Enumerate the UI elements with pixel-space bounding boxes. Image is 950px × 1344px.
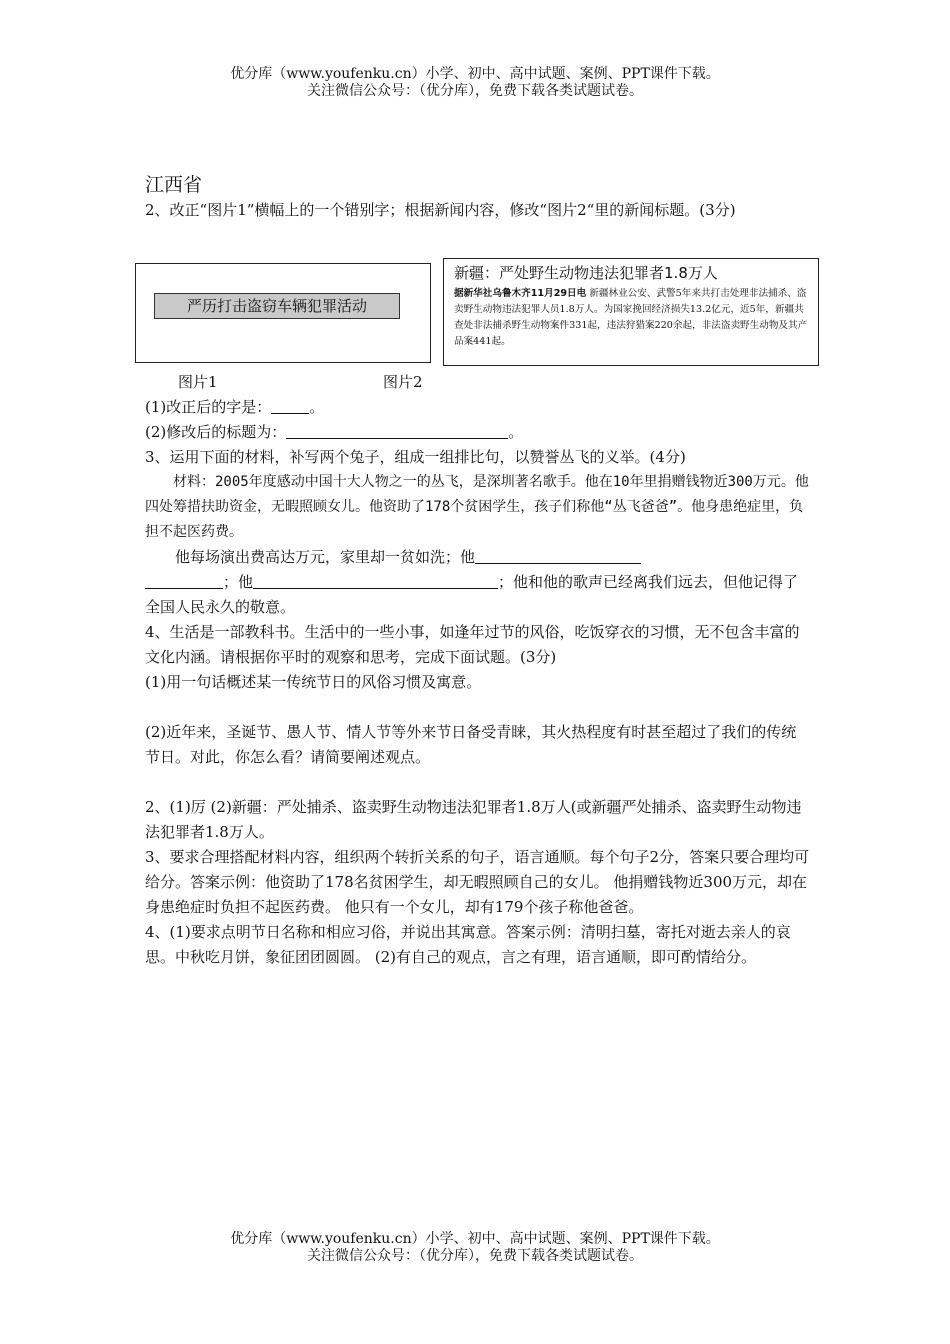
q3-blank-2[interactable] <box>253 572 498 589</box>
banner: 严历打击盗窃车辆犯罪活动 <box>154 293 400 319</box>
q2-stem: 2、改正“图片1”横幅上的一个错别字；根据新闻内容，修改“图片2“里的新闻标题。(3分) <box>145 201 736 219</box>
page-header <box>0 66 950 100</box>
news-dateline: 据新华社乌鲁木齐11月29日电 <box>454 288 587 299</box>
footer-line-2: 关注微信公众号：（优分库），免费下载各类试题试卷。 <box>307 1248 643 1264</box>
q3-line-a <box>145 545 810 570</box>
news-text: 新疆林业公安、武警5年来共打击处理非法捕杀、盗卖野生动物违法犯罪人员1.8万人。为国家挽回经济损失13.2亿元，近5年，新疆共查处非法捕杀野生动物案件331起，违法狩猎案220余起，非法盗卖野生动物及其产品案441起。 <box>454 288 808 347</box>
q2-sub1 <box>145 395 810 420</box>
figure-labels <box>145 370 810 395</box>
q3-line-b <box>145 570 810 620</box>
province-title: 江西省 <box>145 174 203 196</box>
q4-stem: 4、生活是一部教科书。生活中的一些小事，如逢年过节的风俗，吃饭穿衣的习惯，无不包含丰富的文化内涵。请根据你平时的观察和思考，完成下面试题。(3分) <box>145 623 800 666</box>
q3-blank-1b[interactable] <box>145 572 223 589</box>
q3-blank-1a[interactable] <box>475 547 641 564</box>
q4-sub1: (1)用一句话概述某一传统节日的风俗习惯及寓意。 <box>145 673 482 691</box>
q4-sub2: (2)近年来，圣诞节、愚人节、情人节等外来节日备受青睐，其火热程度有时甚至超过了我们的传统节日。对此，你怎么看？请简要阐述观点。 <box>145 723 797 766</box>
page-footer <box>0 1231 950 1265</box>
q3-line-b-mid: ；他 <box>223 573 254 591</box>
figure-1-label: 图片1 <box>178 373 218 391</box>
q2-sub2-end: 。 <box>508 423 524 441</box>
picture-2-frame <box>443 258 819 366</box>
exam-content <box>145 172 810 970</box>
q3-line-a-text: 他每场演出费高达万元，家里却一贫如洗；他 <box>175 548 476 566</box>
header-line-1: 优分库（www.youfenku.cn）小学、初中、高中试题、案例、PPT课件下载。 <box>230 66 720 82</box>
figure-2-label: 图片2 <box>383 373 423 391</box>
header-line-2: 关注微信公众号：（优分库），免费下载各类试题试卷。 <box>307 83 643 99</box>
q3-material: 材料：2005年度感动中国十大人物之一的丛飞，是深圳著名歌手。他在10年里捐赠钱物近300万元。他四处筹措扶助资金，无暇照顾女儿。他资助了178个贫困学生，孩子们称他“丛飞爸爸”。他身患绝症里，负担不起医药费。 <box>145 474 809 540</box>
answer-3: 3、要求合理搭配材料内容，组织两个转折关系的句子，语言通顺。每个句子2分，答案只要合理均可给分。答案示例：他资助了178名贫困学生，却无暇照顾自己的女儿。 他捐赠钱物近300万元，却在身患绝症时负担不起医药费。 他只有一个女儿，却有179个孩子称他爸爸。 <box>145 848 810 916</box>
news-title: 新疆：严处野生动物违法犯罪者1.8万人 <box>454 264 718 282</box>
q2-sub1-blank[interactable] <box>271 397 309 414</box>
footer-line-1: 优分库（www.youfenku.cn）小学、初中、高中试题、案例、PPT课件下载。 <box>230 1231 720 1247</box>
answer-4: 4、(1)要求点明节日名称和相应习俗，并说出其寓意。答案示例：清明扫墓，寄托对逝去亲人的哀思。中秋吃月饼，象征团团圆圆。 (2)有自己的观点，言之有理，语言通顺，即可酌情给分。 <box>145 923 791 966</box>
q2-sub1-end: 。 <box>309 398 325 416</box>
q2-sub2 <box>145 420 810 445</box>
news-body <box>454 286 812 350</box>
q2-sub2-blank[interactable] <box>286 422 508 439</box>
picture-1-frame <box>135 263 431 363</box>
q3-line-b-end: ；他和他的歌声已经离我们远去，但他记得了全国人民永久的敬意。 <box>145 573 799 616</box>
q3-stem: 3、运用下面的材料，补写两个兔子，组成一组排比句，以赞誉丛飞的义举。(4分) <box>145 448 686 466</box>
answer-2: 2、(1)厉 (2)新疆：严处捕杀、盗卖野生动物违法犯罪者1.8万人(或新疆严处捕杀、盗卖野生动物违法犯罪者1.8万人。 <box>145 798 802 841</box>
figure-row <box>135 223 810 370</box>
q2-sub2-prompt: (2)修改后的标题为： <box>145 423 287 441</box>
q2-sub1-prompt: (1)改正后的字是： <box>145 398 272 416</box>
